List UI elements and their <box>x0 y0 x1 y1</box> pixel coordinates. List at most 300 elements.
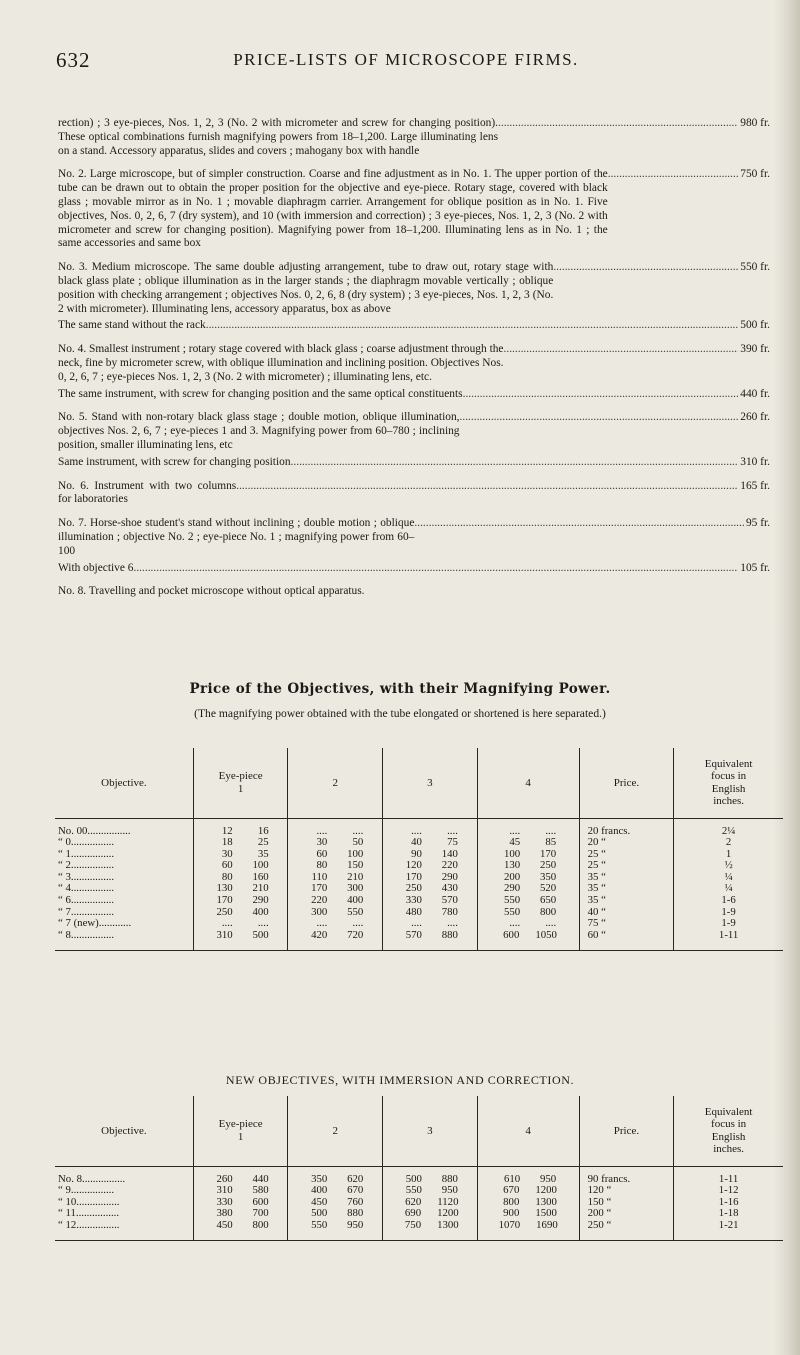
power-pair <box>386 860 474 872</box>
item-price: 390 fr. <box>740 343 770 356</box>
power-pair <box>291 837 379 849</box>
power-pair <box>197 1197 285 1209</box>
power-value: .... <box>447 824 458 837</box>
dot-leader <box>504 343 739 357</box>
power-cell <box>383 1185 478 1197</box>
item-price: 310 fr. <box>740 455 770 468</box>
power-pair <box>481 918 576 930</box>
power-value: 880 <box>441 1172 458 1185</box>
power-value: 80 <box>316 859 328 872</box>
focus-cell: 1-11 <box>718 1172 739 1185</box>
paragraph <box>58 585 770 599</box>
power-pair <box>386 1208 474 1220</box>
power-value: 550 <box>311 1218 328 1231</box>
item-description: No. 4. Smallest instrument ; rotary stage covered with black glass ; coarse adjustment through the neck, fine by micrometer screw, with oblique illumination and inclining position. Objectives Nos. 0, 2, 6, 7 ; eye-pieces Nos. 1, 2, 3 (No. 2 with micrometer) ; illuminating lens, etc. <box>58 343 504 383</box>
power-pair <box>386 930 474 942</box>
dot-leader <box>498 117 738 131</box>
price-cell: 25 “ <box>579 849 674 861</box>
power-value: 250 <box>539 859 557 872</box>
column-header: Eye-piece 1 <box>193 1096 288 1166</box>
power-pair <box>481 872 576 884</box>
power-value: 350 <box>311 1172 328 1185</box>
item-price: 550 fr. <box>740 261 770 274</box>
power-pair <box>197 883 285 895</box>
price-cell: 250 “ <box>579 1220 674 1241</box>
power-cell <box>193 883 288 895</box>
power-cell <box>477 1185 579 1197</box>
dot-leader <box>553 261 738 275</box>
price-line <box>58 261 770 316</box>
power-value: 60 <box>316 847 328 860</box>
power-cell <box>383 860 478 872</box>
power-pair <box>197 918 285 930</box>
power-cell <box>288 883 383 895</box>
power-value: 880 <box>347 1207 364 1220</box>
table-row <box>55 1166 783 1185</box>
price-cell: 120 “ <box>579 1185 674 1197</box>
power-value: 210 <box>252 882 269 895</box>
power-pair <box>481 837 576 849</box>
price-line <box>58 562 770 576</box>
power-value: 550 <box>503 894 521 907</box>
power-cell <box>477 883 579 895</box>
power-value: 170 <box>311 882 328 895</box>
power-value: 550 <box>503 905 521 918</box>
focus-cell: 2¼ <box>721 824 736 837</box>
power-value: 130 <box>216 882 233 895</box>
power-pair <box>197 895 285 907</box>
power-value: .... <box>545 824 557 837</box>
column-header: Equivalent focus in English inches. <box>674 748 783 818</box>
power-cell <box>193 860 288 872</box>
power-value: 610 <box>503 1172 521 1185</box>
power-cell <box>383 818 478 837</box>
power-value: 290 <box>441 870 458 883</box>
power-cell <box>383 918 478 930</box>
item-price: 500 fr. <box>740 319 770 332</box>
power-value: 18 <box>221 836 233 849</box>
power-cell <box>383 849 478 861</box>
power-value: 950 <box>347 1218 364 1231</box>
power-value: 170 <box>405 870 422 883</box>
item-description: No. 6. Instrument with two columns for laboratories <box>58 479 237 506</box>
power-cell <box>477 1220 579 1241</box>
power-value: 160 <box>252 870 269 883</box>
price-cell: 35 “ <box>579 883 674 895</box>
new-objectives-table <box>55 1096 783 1241</box>
power-value: 100 <box>252 859 269 872</box>
power-value: .... <box>316 824 328 837</box>
power-value: .... <box>352 917 364 930</box>
power-value: .... <box>257 917 269 930</box>
power-value: 450 <box>216 1218 233 1231</box>
dot-leader <box>463 388 739 402</box>
column-header: 2 <box>288 1096 383 1166</box>
power-value: 570 <box>405 928 422 941</box>
item-price: 95 fr. <box>745 517 770 530</box>
price-list-body <box>58 117 770 609</box>
power-value: .... <box>545 917 557 930</box>
paragraph <box>58 117 770 158</box>
power-value: 800 <box>252 1218 269 1231</box>
power-value: .... <box>411 824 422 837</box>
objective-cell: “ 10................ <box>55 1197 193 1209</box>
objective-cell: “ 4................ <box>55 883 193 895</box>
power-value: 75 <box>447 836 458 849</box>
power-value: 200 <box>503 870 521 883</box>
power-cell <box>193 907 288 919</box>
power-value: 900 <box>503 1207 520 1220</box>
dot-leader <box>133 562 738 576</box>
column-header: Equivalent focus in English inches. <box>674 1096 783 1166</box>
focus-cell: 1-12 <box>718 1184 739 1197</box>
column-header: Price. <box>579 748 674 818</box>
power-pair <box>481 849 576 861</box>
price-line <box>58 319 770 333</box>
objective-cell: “ 9................ <box>55 1185 193 1197</box>
price-cell: 40 “ <box>579 907 674 919</box>
power-value: 16 <box>257 824 269 837</box>
power-cell <box>288 837 383 849</box>
column-header: Eye-piece 1 <box>193 748 288 818</box>
power-cell <box>477 1208 579 1220</box>
power-value: 780 <box>441 905 458 918</box>
power-value: 500 <box>405 1172 422 1185</box>
objective-cell: “ 8................ <box>55 930 193 951</box>
item-price: 105 fr. <box>740 561 770 574</box>
power-cell <box>288 849 383 861</box>
power-pair <box>197 1185 285 1197</box>
power-pair <box>386 837 474 849</box>
power-value: 350 <box>539 870 557 883</box>
power-value: 150 <box>347 859 364 872</box>
power-pair <box>481 883 576 895</box>
power-value: 570 <box>441 894 458 907</box>
column-header: 3 <box>383 748 478 818</box>
power-pair <box>481 1174 576 1186</box>
price-cell: 35 “ <box>579 895 674 907</box>
dot-leader <box>414 517 744 531</box>
power-value: 290 <box>503 882 521 895</box>
power-cell <box>383 837 478 849</box>
power-cell <box>477 849 579 861</box>
power-pair <box>197 930 285 942</box>
power-cell <box>288 918 383 930</box>
power-value: 620 <box>405 1195 422 1208</box>
objective-cell: “ 7 (new)............ <box>55 918 193 930</box>
power-value: 30 <box>316 836 328 849</box>
table-row <box>55 1185 783 1197</box>
power-pair <box>291 1220 379 1232</box>
price-cell: 90 francs. <box>579 1166 674 1185</box>
power-cell <box>193 1208 288 1220</box>
focus-cell: ¼ <box>724 882 733 895</box>
price-cell: 25 “ <box>579 860 674 872</box>
power-cell <box>288 872 383 884</box>
power-pair <box>197 849 285 861</box>
power-pair <box>481 826 576 838</box>
power-cell <box>477 895 579 907</box>
power-value: 480 <box>405 905 422 918</box>
page-number: 632 <box>56 48 91 72</box>
price-line <box>58 343 770 384</box>
power-pair <box>386 907 474 919</box>
power-value: 210 <box>347 870 364 883</box>
power-cell <box>477 872 579 884</box>
power-value: 650 <box>539 894 557 907</box>
power-cell <box>288 818 383 837</box>
power-cell <box>193 849 288 861</box>
objective-cell: “ 7................ <box>55 907 193 919</box>
power-value: 420 <box>311 928 328 941</box>
price-cell: 35 “ <box>579 872 674 884</box>
column-header: Objective. <box>55 1096 193 1166</box>
objective-cell: “ 2................ <box>55 860 193 872</box>
power-pair <box>291 918 379 930</box>
power-value: .... <box>411 917 422 930</box>
price-cell: 60 “ <box>579 930 674 951</box>
power-value: 450 <box>311 1195 328 1208</box>
power-value: 550 <box>405 1184 422 1197</box>
price-line <box>58 456 770 470</box>
power-value: 170 <box>216 894 233 907</box>
focus-cell: 1-6 <box>721 894 736 907</box>
price-line <box>58 517 770 558</box>
power-pair <box>481 895 576 907</box>
focus-cell: 1-9 <box>721 905 736 918</box>
power-cell <box>288 1166 383 1185</box>
power-cell <box>288 907 383 919</box>
item-description: No. 8. Travelling and pocket microscope without optical apparatus. <box>58 585 365 598</box>
power-cell <box>477 1166 579 1185</box>
power-value: 600 <box>503 928 520 941</box>
power-value: 1120 <box>437 1195 459 1208</box>
objective-cell: “ 12................ <box>55 1220 193 1241</box>
focus-cell: 1 <box>725 847 732 860</box>
power-value: 250 <box>216 905 233 918</box>
objective-cell: “ 3................ <box>55 872 193 884</box>
power-value: 120 <box>405 859 422 872</box>
column-header: Price. <box>579 1096 674 1166</box>
power-value: 30 <box>221 847 233 860</box>
power-value: 310 <box>216 928 233 941</box>
column-header: 3 <box>383 1096 478 1166</box>
power-value: 600 <box>252 1195 269 1208</box>
table-header-row <box>55 1096 783 1166</box>
power-pair <box>481 1220 576 1232</box>
power-cell <box>288 1220 383 1241</box>
power-value: 800 <box>539 905 557 918</box>
focus-cell: 1-16 <box>718 1195 739 1208</box>
power-value: 580 <box>252 1184 269 1197</box>
price-cell: 75 “ <box>579 918 674 930</box>
power-pair <box>481 1185 576 1197</box>
item-price: 165 fr. <box>740 479 770 492</box>
power-cell <box>193 1185 288 1197</box>
power-value: 220 <box>441 859 458 872</box>
power-cell <box>383 895 478 907</box>
item-description: No. 2. Large microscope, but of simpler construction. Coarse and fine adjustment as in No. 1. The upper portion of the tube can be drawn out to obtain the proper position for the objective and eye-piece. Rotary stage, covered with black glass ; movable mirror as in No. 1 ; movable diaphragm carrier. Arrangement for oblique position as in No. 1. Five objectives, Nos. 0, 2, 6, 7 (dry system), and 10 (with immersion and correction) ; 3 eye-pieces, Nos. 1, 2, 3 (No. 2 with micrometer and screw for changing position). Magnifying power from 18–1,200. Illuminating lens as in No. 1 ; the same accessories and same box <box>58 168 608 250</box>
power-cell <box>383 1220 478 1241</box>
focus-cell: 1-18 <box>718 1207 739 1220</box>
price-cell: 150 “ <box>579 1197 674 1209</box>
power-value: 100 <box>503 847 521 860</box>
power-pair <box>481 1208 576 1220</box>
power-pair <box>386 918 474 930</box>
power-value: 300 <box>347 882 364 895</box>
power-cell <box>477 1197 579 1209</box>
power-cell <box>193 872 288 884</box>
power-cell <box>193 930 288 951</box>
objectives-table <box>55 748 783 951</box>
power-value: 260 <box>216 1172 233 1185</box>
item-price: 260 fr. <box>740 411 770 424</box>
table-row <box>55 1220 783 1241</box>
power-value: 1500 <box>535 1207 557 1220</box>
item-description: Same instrument, with screw for changing position <box>58 455 291 468</box>
item-description: The same stand without the rack <box>58 319 206 332</box>
item-description: No. 5. Stand with non-rotary black glass stage ; double motion, oblique illumination, objectives Nos. 2, 6, 7 ; eye-pieces 1 and 3. Magnifying power from 60–780 ; inclining position, smaller illuminating lens, etc <box>58 411 460 451</box>
item-description: No. 7. Horse-shoe student's stand without inclining ; double motion ; oblique illumination ; objective No. 2 ; eye-piece No. 1 ; magnifying power from 60–100 <box>58 517 415 557</box>
power-pair <box>481 1197 576 1209</box>
power-value: 670 <box>503 1184 520 1197</box>
power-value: 45 <box>509 836 521 849</box>
power-value: 40 <box>411 836 422 849</box>
price-cell: 200 “ <box>579 1208 674 1220</box>
power-pair <box>197 860 285 872</box>
item-price: 750 fr. <box>740 168 770 181</box>
power-value: 440 <box>252 1172 269 1185</box>
power-value: 25 <box>257 836 269 849</box>
table-row <box>55 930 783 951</box>
power-cell <box>477 930 579 951</box>
paragraph <box>58 480 770 508</box>
focus-cell: ½ <box>724 859 733 872</box>
dot-leader <box>460 411 739 425</box>
item-price: 440 fr. <box>740 387 770 400</box>
power-pair <box>291 1174 379 1186</box>
power-value: 950 <box>539 1172 557 1185</box>
focus-cell: ¼ <box>724 870 733 883</box>
price-line <box>58 168 770 251</box>
power-value: .... <box>447 917 458 930</box>
power-value: 500 <box>252 928 269 941</box>
power-value: 1070 <box>498 1218 521 1231</box>
power-value: 80 <box>221 870 233 883</box>
power-cell <box>288 1208 383 1220</box>
power-value: 1300 <box>535 1195 557 1208</box>
power-value: 700 <box>252 1207 269 1220</box>
power-cell <box>288 1197 383 1209</box>
power-cell <box>193 1197 288 1209</box>
section-title-objectives: Price of the Objectives, with their Magnifying Power. <box>189 681 611 697</box>
power-value: .... <box>352 824 364 837</box>
power-cell <box>288 895 383 907</box>
paragraph <box>58 168 770 251</box>
focus-cell: 2 <box>725 836 732 849</box>
power-value: 85 <box>545 836 557 849</box>
power-value: 1300 <box>437 1218 459 1231</box>
item-description: rection) ; 3 eye-pieces, Nos. 1, 2, 3 (No. 2 with micrometer and screw for changing position). These optical combinations furnish magnifying powers from 18–1,200. Large illuminating lens on a stand. Accessory apparatus, slides and covers ; mahogany box with handle <box>58 117 499 157</box>
price-line <box>58 411 770 452</box>
power-cell <box>383 907 478 919</box>
power-pair <box>291 930 379 942</box>
dot-leader <box>206 319 739 333</box>
power-value: 720 <box>347 928 364 941</box>
power-cell <box>288 930 383 951</box>
price-cell: 20 “ <box>579 837 674 849</box>
power-pair <box>386 883 474 895</box>
power-value: 550 <box>347 905 364 918</box>
focus-cell: 1-9 <box>721 917 736 930</box>
power-cell <box>383 930 478 951</box>
power-value: 300 <box>311 905 328 918</box>
objective-cell: No. 8................ <box>55 1166 193 1185</box>
power-pair <box>481 907 576 919</box>
power-cell <box>288 860 383 872</box>
table-row <box>55 837 783 849</box>
power-value: 12 <box>221 824 233 837</box>
table-row <box>55 895 783 907</box>
power-cell <box>193 837 288 849</box>
paragraph <box>58 343 770 401</box>
power-cell <box>477 918 579 930</box>
power-cell <box>383 1197 478 1209</box>
power-cell <box>383 883 478 895</box>
objective-cell: “ 11................ <box>55 1208 193 1220</box>
power-value: 220 <box>311 894 328 907</box>
power-pair <box>386 1185 474 1197</box>
column-header: 4 <box>477 748 579 818</box>
power-pair <box>291 860 379 872</box>
power-value: 880 <box>441 928 458 941</box>
power-value: 1690 <box>536 1218 558 1231</box>
dot-leader <box>291 456 739 470</box>
power-cell <box>477 907 579 919</box>
power-value: 800 <box>503 1195 520 1208</box>
power-cell <box>193 1220 288 1241</box>
power-pair <box>291 849 379 861</box>
power-value: 50 <box>352 836 364 849</box>
power-value: 1050 <box>535 928 557 941</box>
power-pair <box>291 1185 379 1197</box>
power-value: 90 <box>411 847 422 860</box>
power-cell <box>288 1185 383 1197</box>
power-cell <box>193 918 288 930</box>
power-pair <box>291 872 379 884</box>
power-cell <box>193 818 288 837</box>
power-value: 400 <box>311 1184 328 1197</box>
power-value: 290 <box>252 894 269 907</box>
objective-cell: “ 6................ <box>55 895 193 907</box>
table-header-row <box>55 748 783 818</box>
table-row <box>55 818 783 837</box>
power-value: 1200 <box>535 1184 557 1197</box>
paragraph <box>58 517 770 575</box>
dot-leader <box>236 480 738 494</box>
power-value: 330 <box>216 1195 233 1208</box>
item-price: 980 fr. <box>740 117 770 129</box>
power-value: 170 <box>539 847 557 860</box>
power-cell <box>383 872 478 884</box>
power-value: 100 <box>347 847 364 860</box>
page-title: PRICE-LISTS OF MICROSCOPE FIRMS. <box>233 50 579 69</box>
item-description: No. 3. Medium microscope. The same double adjusting arrangement, tube to draw out, rotary stage with black glass plate ; oblique illumination as in the larger stands ; the diaphragm movable vertically ; oblique position with checking arrangement ; objectives Nos. 0, 2, 6, 8 (dry system) ; 3 eye-pieces, Nos. 1, 2, 3 (No. 2 with micrometer). Illuminating lens, accessory apparatus, box as above <box>58 261 554 315</box>
section-title-new-objectives: NEW OBJECTIVES, WITH IMMERSION AND CORRECTION. <box>225 1073 575 1087</box>
power-pair <box>386 872 474 884</box>
power-pair <box>197 837 285 849</box>
power-pair <box>197 1208 285 1220</box>
